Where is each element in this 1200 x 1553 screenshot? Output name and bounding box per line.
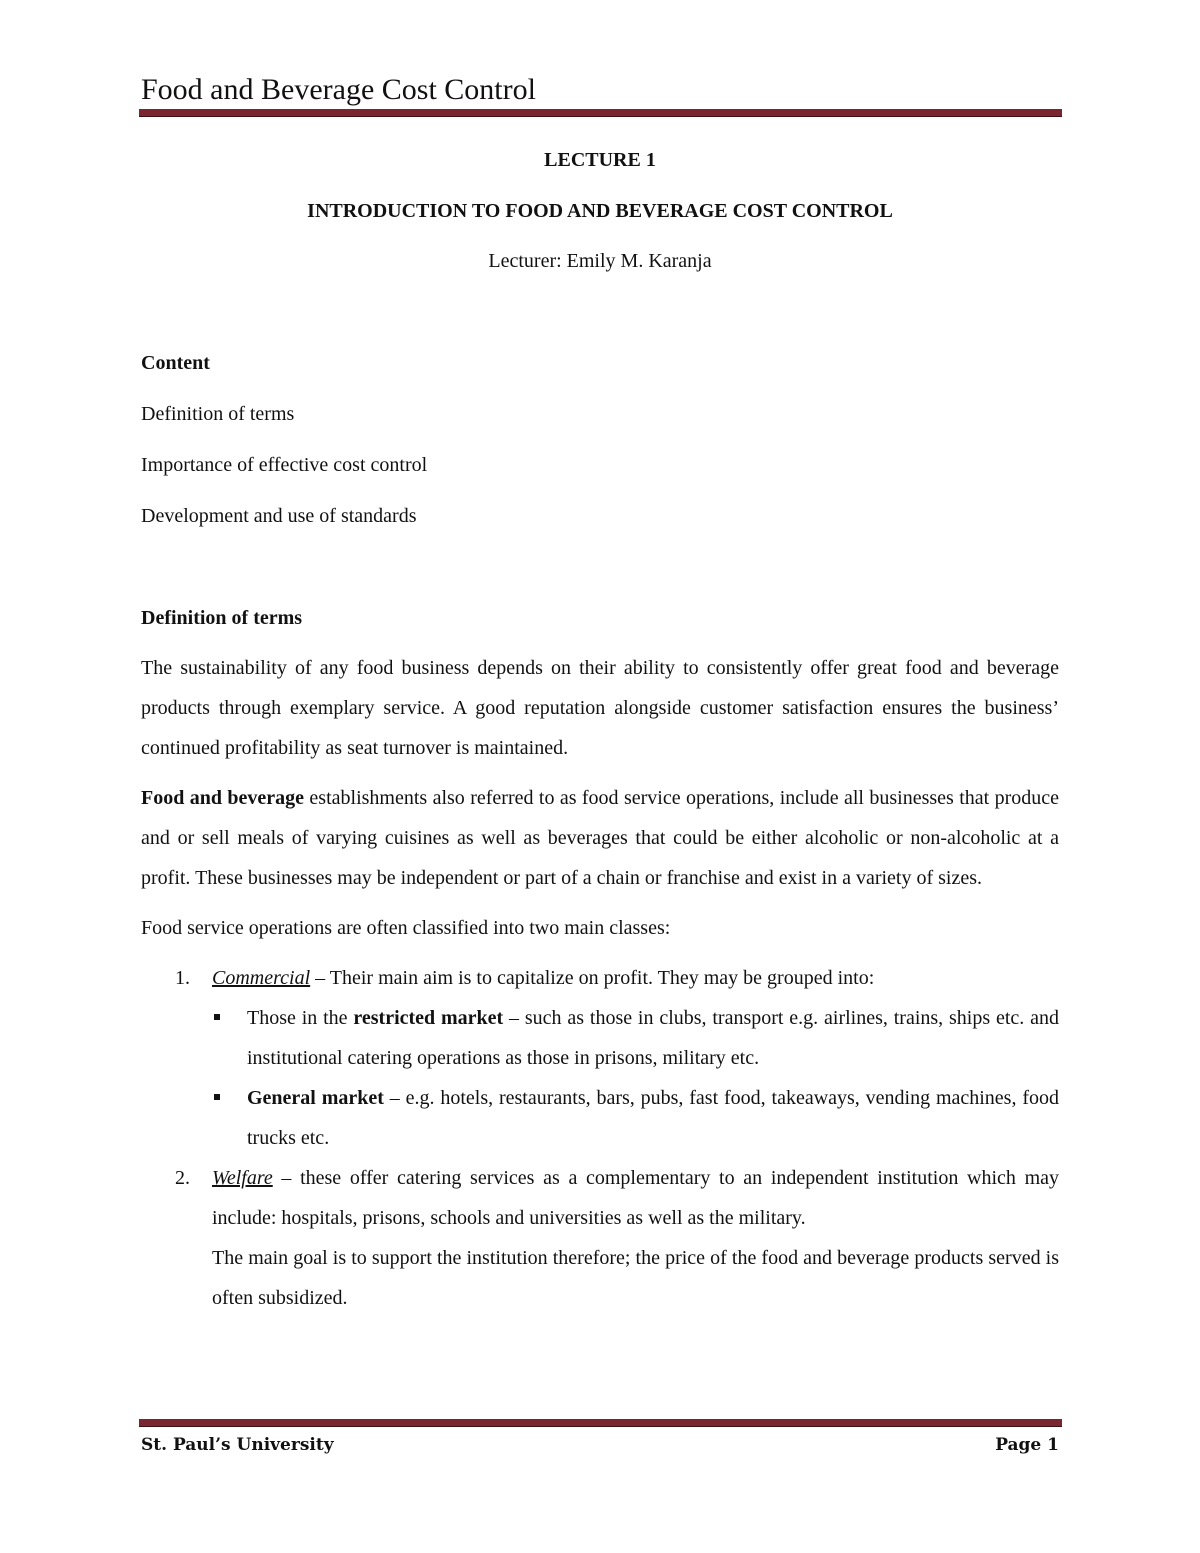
content-item: Definition of terms	[141, 403, 295, 425]
term-commercial: Commercial	[212, 967, 311, 989]
general-description: – e.g. hotels, restaurants, bars, pubs, fast food, takeaways, vending machines, food trucks etc.	[247, 1087, 1059, 1149]
list-item-welfare	[141, 1158, 1059, 1318]
term-food-and-beverage: Food and beverage	[141, 787, 305, 809]
list-item-commercial	[141, 958, 1059, 1158]
paragraph-sustainability: The sustainability of any food business depends on their ability to consistently offer great food and beverage products through exemplary service. A good reputation alongside customer satisfaction ensures the business’ continued profitability as seat turnover is maintained.	[141, 657, 1059, 759]
list-number: 2.	[175, 1167, 190, 1189]
lecturer-name: Lecturer: Emily M. Karanja	[488, 250, 712, 272]
square-bullet-icon	[214, 1094, 220, 1100]
lecture-title: INTRODUCTION TO FOOD AND BEVERAGE COST CONTROL	[307, 200, 893, 222]
running-header-title: Food and Beverage Cost Control	[141, 73, 536, 106]
restricted-prefix: Those in the	[247, 1007, 354, 1029]
lecture-number: LECTURE 1	[544, 149, 656, 171]
header-rule	[139, 109, 1062, 117]
paragraph-classes-intro: Food service operations are often classified into two main classes:	[141, 917, 671, 939]
paragraph-food-and-beverage	[141, 778, 1059, 898]
welfare-description: – these offer catering services as a complementary to an independent institution which may include: hospitals, prisons, schools and universities as well as the military.	[212, 1167, 1059, 1229]
definitions-heading: Definition of terms	[141, 607, 303, 629]
commercial-sublist	[212, 998, 1059, 1158]
page-content	[141, 140, 1059, 1318]
restricted-description: – such as those in clubs, transport e.g. airlines, trains, ships etc. and institutional catering operations as those in prisons, military etc.	[247, 1007, 1059, 1069]
list-item-restricted-market	[212, 998, 1059, 1078]
footer-page-number: Page 1	[995, 1435, 1059, 1455]
term-restricted-market: restricted market	[353, 1007, 504, 1029]
content-item: Importance of effective cost control	[141, 454, 428, 476]
footer-rule	[139, 1419, 1062, 1427]
list-item-general-market	[212, 1078, 1059, 1158]
footer-institution: St. Paul’s University	[141, 1435, 334, 1455]
content-item: Development and use of standards	[141, 505, 417, 527]
square-bullet-icon	[214, 1014, 220, 1020]
paragraph-food-and-beverage-text: establishments also referred to as food service operations, include all businesses that produce and or sell meals of varying cuisines as well as beverages that could be either alcoholic or non-alcoholic at a profit. These businesses may be independent or part of a chain or franchise and exist in a variety of sizes.	[141, 787, 1060, 889]
commercial-description: – Their main aim is to capitalize on profit. They may be grouped into:	[310, 967, 875, 989]
classes-list	[141, 958, 1059, 1318]
list-number: 1.	[175, 967, 190, 989]
welfare-goal: The main goal is to support the institution therefore; the price of the food and beverage products served is often subsidized.	[212, 1247, 1059, 1309]
term-general-market: General market	[247, 1087, 384, 1109]
content-heading: Content	[141, 352, 210, 374]
term-welfare: Welfare	[212, 1167, 273, 1189]
